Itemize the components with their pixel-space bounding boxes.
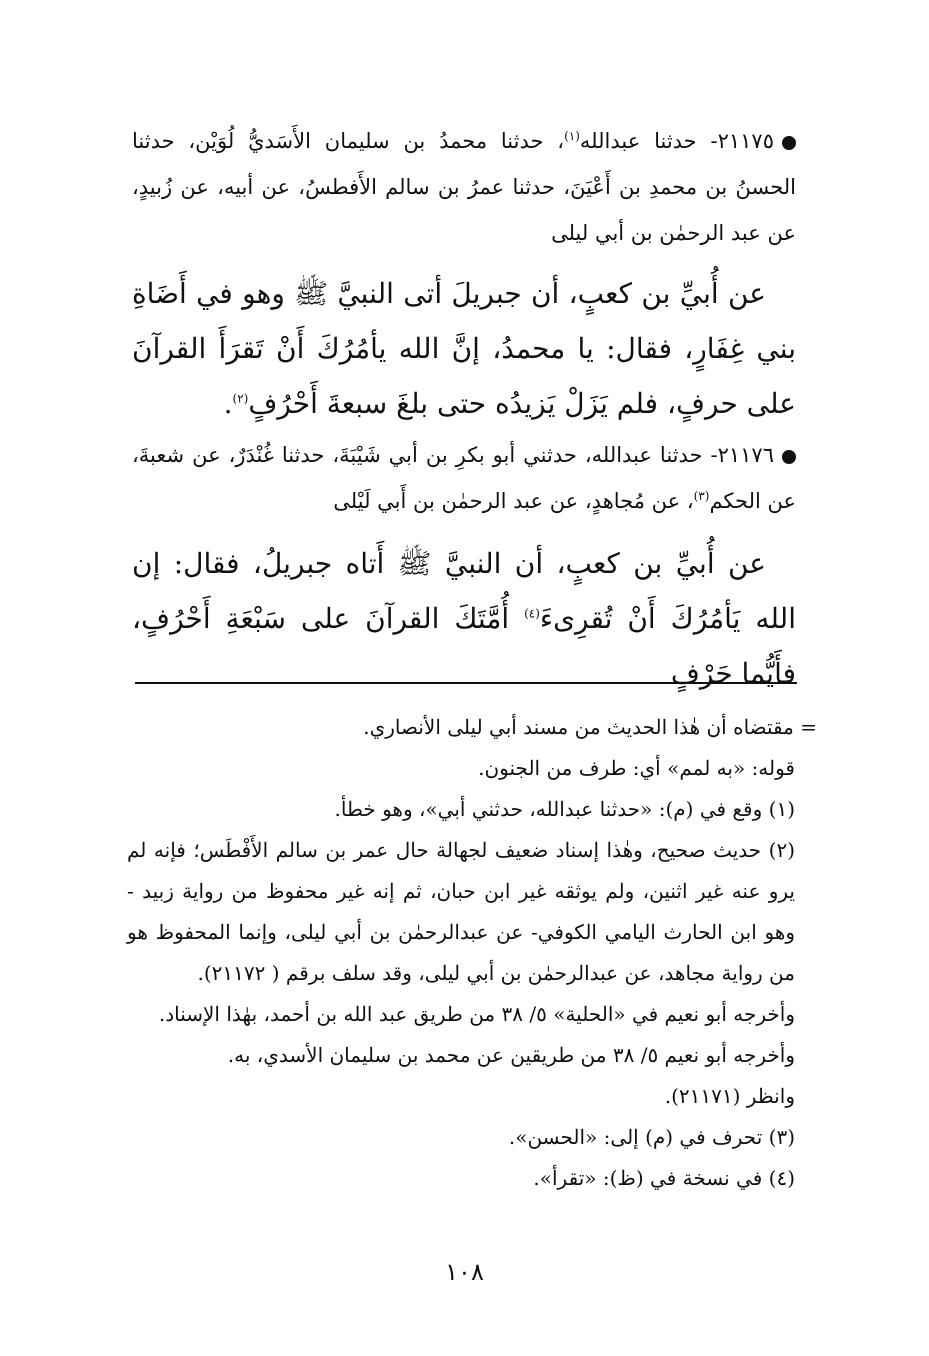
footnotes: [127, 707, 817, 1199]
footnote-2-source-b: وأخرجه أبو نعيم ٥/ ٣٨ من طريقين عن محمد بن سليمان الأسدي، به.: [227, 1043, 795, 1067]
footnote-4: (٤) في نسخة في (ظ): «تقرأ».: [533, 1166, 795, 1190]
footnote-2: (٢) حديث صحيح، وهٰذا إسناد ضعيف لجهالة حال عمر بن سالم الأَفْطَس؛ فإنه لم يرو عنه غير اثنين، ولم يوثقه غير ابن حبان، ثم إنه غير محفوظ من رواية زبيد - وهو ابن الحارث اليامي الكوفي- عن عبدالرحمٰن بن أبي ليلى، وإنما المحفوظ هو من رواية مجاهد، عن عبدالرحمٰن بن أبي ليلى، وقد سلف برقم ( ٢١١٧٢).: [127, 838, 795, 985]
matn-text: عن أُبيِّ بن كعبٍ، أن النبيَّ ﷺ أَتاه جبريلُ، فقال: إن الله يَأمُرُكَ أَنْ تُقرِىءَ: [132, 547, 796, 635]
footnote-ref[interactable]: (٤): [524, 606, 540, 621]
bullet-icon: [782, 450, 796, 464]
hadith-21176: [132, 432, 796, 701]
isnad-text-rest: ، عن مُجاهدٍ، عن عبد الرحمٰن بن أَبي لَيْلى: [333, 489, 694, 513]
footnote-3: (٣) تحرف في (م) إلى: «الحسن».: [508, 1125, 795, 1149]
footnote-ref[interactable]: (١): [564, 129, 580, 143]
isnad-text: ٢١١٧٦- حدثنا عبدالله، حدثني أبو بكرِ بن أبي شَيْبَةَ، حدثنا غُنْدَرٌ، عن شعبةَ، عن الحكم: [132, 443, 796, 513]
footnote-2-source-a: وأخرجه أبو نعيم في «الحلية» ٥/ ٣٨ من طريق عبد الله بن أحمد، بهٰذا الإسناد.: [158, 1002, 795, 1026]
footnote-gloss: قوله: «به لمم» أي: طرف من الجنون.: [478, 756, 795, 780]
matn-text-rest: أُمَّتَكَ القرآنَ على سَبْعَةِ أَحْرُفٍ، فأَيُّما حَرْفٍ: [132, 602, 796, 690]
isnad-text-rest: ، حدثنا محمدُ بن سليمان الأَسَديُّ لُوَيْن، حدثنا الحسنُ بن محمدِ بن أَعْيَنَ، حدثنا عمرُ بن سالم الأَفطسُ، عن أبيه، عن زُبيدٍ، عن عبد الرحمٰن بن أبي ليلى: [132, 129, 796, 245]
matn-text: عن أُبيِّ بن كعبٍ، أن جبريلَ أتى النبيَّ ﷺ وهو في أَضَاةِ بني غِفَارٍ، فقال: يا محمدُ، إنَّ الله يأمُرُكَ أَنْ تَقرَأَ القرآنَ على حرفٍ، فلم يَزَلْ يَزيدُه حتى بلغَ سبعةَ أَحْرُفٍ: [132, 277, 796, 420]
page-number: ١٠٨: [445, 1258, 484, 1286]
footnote-ref[interactable]: (٢): [232, 391, 249, 406]
isnad-text: ٢١١٧٥- حدثنا عبدالله: [579, 129, 774, 153]
footnote-ref[interactable]: (٣): [693, 489, 710, 503]
hadith-isnad: [132, 118, 796, 256]
hadith-isnad: [132, 432, 796, 524]
hadith-21175: [132, 118, 796, 431]
footnote-continued: = مقتضاه أن هٰذا الحديث من مسند أبي ليلى الأنصاري.: [363, 715, 817, 739]
bullet-icon: [782, 136, 796, 150]
hadith-matn: [132, 536, 796, 701]
matn-end: .: [223, 387, 233, 420]
footnote-1: (١) وقع في (م): «حدثنا عبدالله، حدثني أبي»، وهو خطأ.: [334, 797, 795, 821]
footnote-divider: [135, 682, 797, 684]
footnote-2-see-also: وانظر (٢١١٧١).: [664, 1084, 795, 1108]
hadith-matn: [132, 266, 796, 431]
